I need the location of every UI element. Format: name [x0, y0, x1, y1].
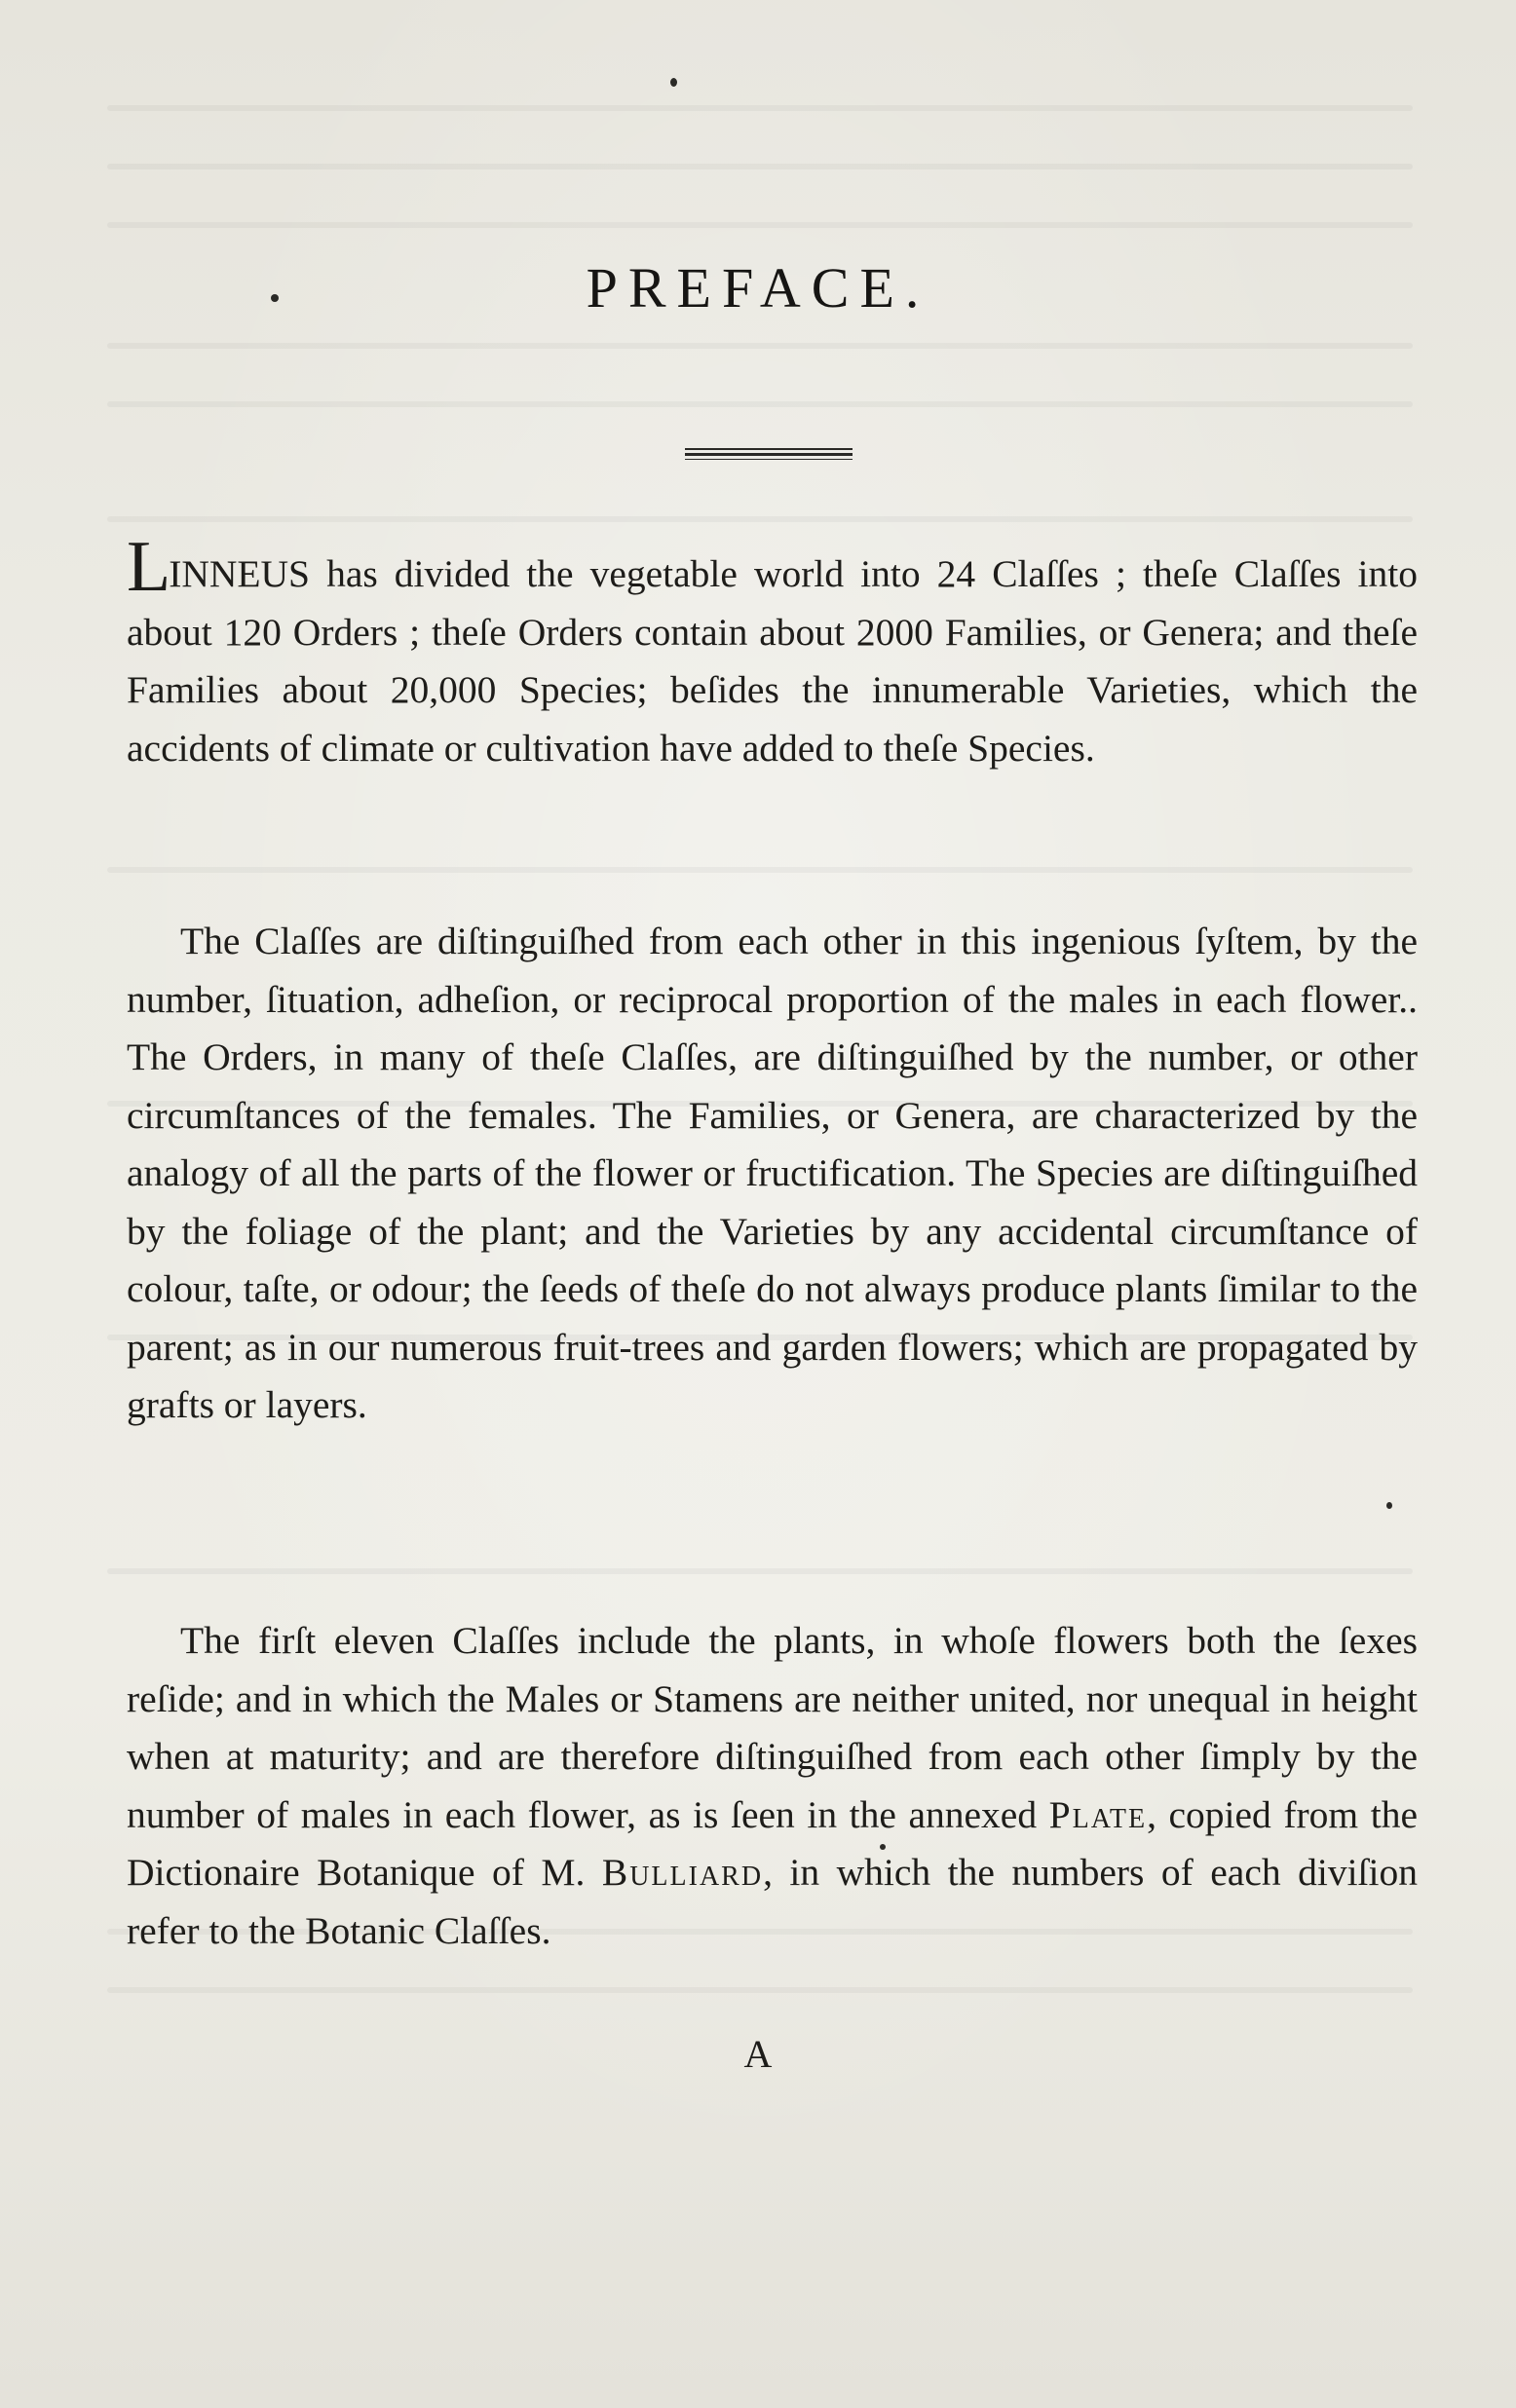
title-divider — [685, 448, 853, 460]
bleed-through-line — [107, 105, 1413, 111]
ink-speck — [670, 78, 677, 87]
bleed-through-line — [107, 1568, 1413, 1574]
bleed-through-line — [107, 867, 1413, 873]
bleed-through-line — [107, 1987, 1413, 1993]
plate-reference: Plate — [1048, 1792, 1148, 1836]
paragraph-first-eleven-text-c: , in which the numbers of each diviſion refer to the Botanic Claſſes. — [127, 1851, 1418, 1952]
paragraph-first-eleven — [127, 1612, 1418, 1960]
ink-speck — [1386, 1502, 1392, 1509]
bleed-through-line — [107, 343, 1413, 349]
paragraph-classes — [127, 913, 1418, 1435]
paragraph-first-eleven-text-b: , copied from the Dictionaire Botanique of M. — [127, 1792, 1418, 1894]
paragraph-intro — [127, 527, 1418, 777]
bleed-through-line — [107, 164, 1413, 169]
bleed-through-line — [107, 222, 1413, 228]
page-title: PREFACE. — [586, 256, 930, 320]
author-name: Bulliard — [601, 1851, 764, 1894]
bleed-through-line — [107, 401, 1413, 407]
paragraph-classes-text: The Claſſes are diſtinguiſhed from each other in this ingenious ſyſtem, by the number, ſituation, adheſion, or reciprocal proportion of the males in each flower.. The Orders, in many of theſe Claſſes, are diſtinguiſhed by the number, or other circumſtances of the females. The Families, or Genera, are characterized by the analogy of all the parts of the flower or fructification. The Species are diſtinguiſhed by the foliage of the plant; and the Varieties by any accidental circumſtance of colour, taſte, or odour; the ſeeds of theſe do not always produce plants ſimilar to the parent; as in our numerous fruit-trees and garden flowers; which are propagated by grafts or layers. — [127, 920, 1418, 1426]
drop-cap: L — [127, 527, 170, 607]
paragraph-first-eleven-text-a: The firſt eleven Claſſes include the plants, in whoſe flowers both the ſexes reſide; and in which the Males or Stamens are neither united, nor unequal in height when at maturity; and are therefore diſtinguiſhed from each other ſimply by the number of males in each flower, as is ſeen in the annexed — [127, 1619, 1418, 1836]
paragraph-intro-text: has divided the vegetable world into 24 Claſſes ; theſe Claſſes into about 120 Orders ; theſe Orders contain about 2000 Families, or Genera; and theſe Families about 20,000 Species; beſides the innumerable Varieties, which the accidents of climate or cultivation have added to theſe Species. — [127, 552, 1418, 770]
signature-mark: A — [743, 2032, 773, 2076]
lead-word: INNEUS — [169, 552, 311, 595]
bleed-through-line — [107, 516, 1413, 522]
